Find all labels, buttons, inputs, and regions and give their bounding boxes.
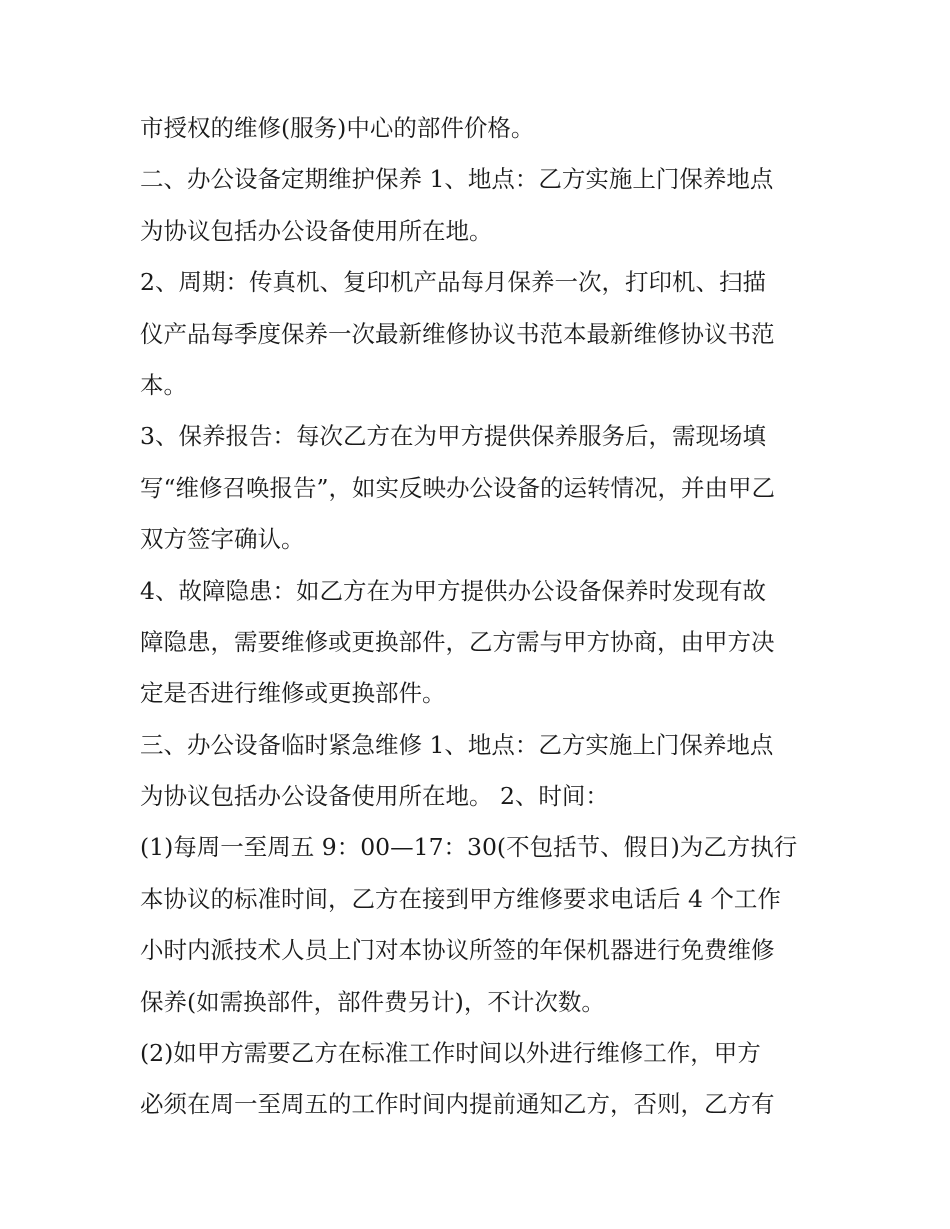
text-line: 市授权的维修(服务)中心的部件价格。: [140, 114, 535, 142]
text-line: 双方签字确认。: [140, 525, 305, 554]
text-line: 4、故障隐患：如乙方在为甲方提供办公设备保养时发现有故: [140, 576, 766, 605]
text-line: 3、保养报告：每次乙方在为甲方提供保养服务后，需现场填: [140, 422, 766, 451]
text-line: 定是否进行维修或更换部件。: [140, 679, 446, 708]
text-line: 为协议包括办公设备使用所在地。: [140, 216, 493, 245]
text-line: 本。: [140, 370, 187, 399]
text-line: 二、办公设备定期维护保养 1、地点：乙方实施上门保养地点: [140, 165, 774, 194]
document-body: [140, 103, 820, 1131]
text-line: 必须在周一至周五的工作时间内提前通知乙方，否则，乙方有: [140, 1090, 775, 1119]
text-line: 为协议包括办公设备使用所在地。 2、时间：: [140, 782, 609, 811]
text-line: 保养(如需换部件，部件费另计)，不计次数。: [140, 987, 605, 1016]
text-line: (1)每周一至周五 9：00—17：30(不包括节、假日)为乙方执行: [140, 833, 798, 862]
text-line: 写“维修召唤报告”，如实反映办公设备的运转情况，并由甲乙: [140, 473, 776, 502]
text-line: (2)如甲方需要乙方在标准工作时间以外进行维修工作，甲方: [140, 1039, 761, 1068]
text-line: 仪产品每季度保养一次最新维修协议书范本最新维修协议书范: [140, 319, 775, 348]
text-line: 三、办公设备临时紧急维修 1、地点：乙方实施上门保养地点: [140, 730, 774, 759]
text-line: 障隐患，需要维修或更换部件，乙方需与甲方协商，由甲方决: [140, 627, 775, 656]
text-line: 本协议的标准时间，乙方在接到甲方维修要求电话后 4 个工作: [140, 884, 781, 913]
text-line: 2、周期：传真机、复印机产品每月保养一次，打印机、扫描: [140, 268, 766, 297]
text-line: 小时内派技术人员上门对本协议所签的年保机器进行免费维修: [140, 936, 775, 965]
